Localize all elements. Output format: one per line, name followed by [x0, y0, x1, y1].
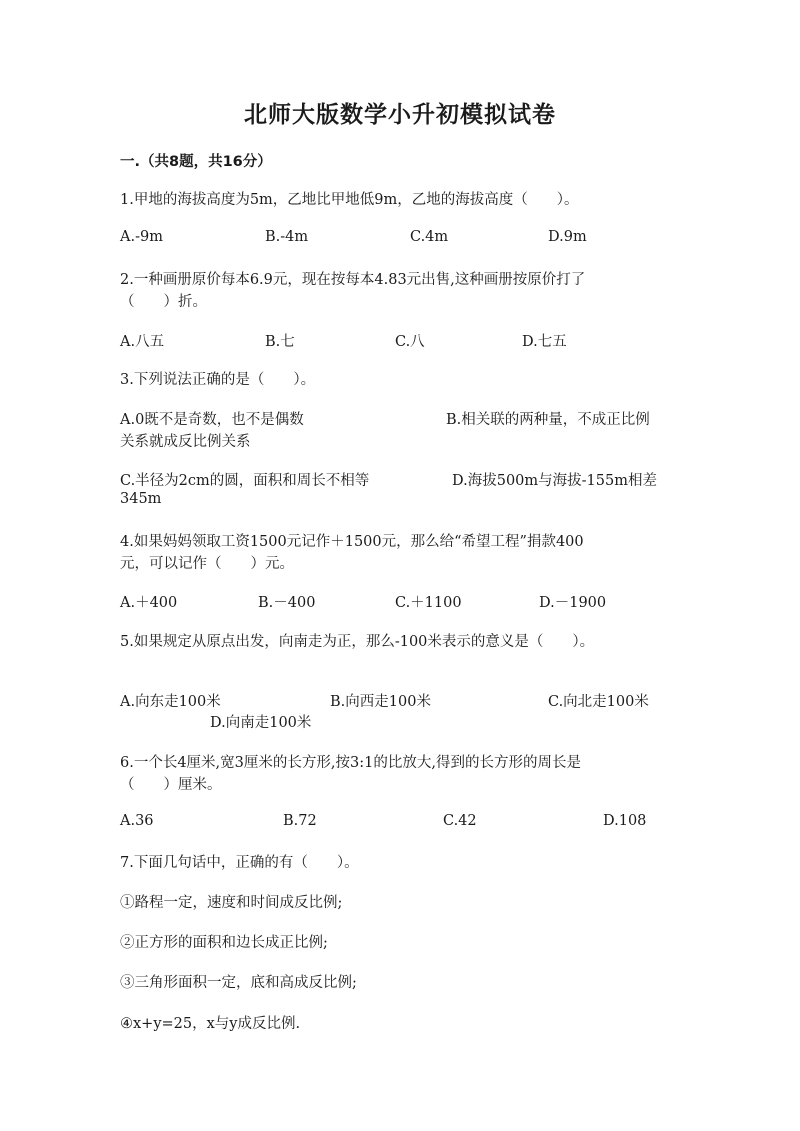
section-heading: 一.（共8题，共16分）	[120, 154, 272, 170]
question-3-option-c: C.半径为2cm的圆，面积和周长不相等	[120, 473, 370, 489]
question-3-option-a: A.0既不是奇数，也不是偶数	[120, 412, 304, 428]
question-6-stem-line2: （ ）厘米。	[120, 777, 222, 793]
question-2-option-b: B.七	[265, 334, 295, 350]
question-6-option-a: A.36	[120, 813, 154, 829]
question-3-option-d-line1: D.海拔500m与海拔-155m相差	[452, 473, 657, 489]
question-6-stem-line1: 6.一个长4厘米,宽3厘米的长方形,按3:1的比放大,得到的长方形的周长是	[120, 755, 581, 771]
question-1-option-d: D.9m	[548, 229, 587, 245]
question-4-stem-line2: 元，可以记作（ ）元。	[120, 556, 294, 572]
question-3-option-b-line1: B.相关联的两种量，不成正比例	[446, 412, 650, 428]
question-1-option-c: C.4m	[410, 229, 449, 245]
question-5-option-c: C.向北走100米	[548, 694, 649, 710]
question-7-statement-1: ①路程一定，速度和时间成反比例;	[120, 895, 343, 911]
question-4-stem-line1: 4.如果妈妈领取工资1500元记作＋1500元，那么给“希望工程”捐款400	[120, 534, 584, 550]
question-7-statement-4: ④x+y=25，x与y成反比例.	[120, 1016, 301, 1032]
question-2-stem-line2: （ ）折。	[120, 294, 207, 310]
question-1-option-b: B.-4m	[265, 229, 309, 245]
exam-title: 北师大版数学小升初模拟试卷	[244, 102, 556, 128]
question-4-option-b: B.－400	[258, 595, 316, 611]
question-7-statement-3: ③三角形面积一定，底和高成反比例;	[120, 975, 357, 991]
question-6-option-b: B.72	[283, 813, 317, 829]
question-5-option-a: A.向东走100米	[120, 694, 221, 710]
question-3-option-b-line2: 关系就成反比例关系	[120, 434, 251, 450]
question-2-option-d: D.七五	[522, 334, 567, 350]
question-4-option-c: C.＋1100	[395, 595, 462, 611]
question-1-stem: 1.甲地的海拔高度为5m，乙地比甲地低9m，乙地的海拔高度（ ）。	[120, 192, 579, 208]
question-6-option-c: C.42	[443, 813, 477, 829]
question-2-stem-line1: 2.一种画册原价每本6.9元，现在按每本4.83元出售,这种画册按原价打了	[120, 272, 586, 288]
question-4-option-a: A.＋400	[120, 595, 178, 611]
question-3-stem: 3.下列说法正确的是（ ）。	[120, 372, 316, 388]
question-7-stem: 7.下面几句话中，正确的有（ ）。	[120, 855, 359, 871]
question-5-stem: 5.如果规定从原点出发，向南走为正，那么-100米表示的意义是（ ）。	[120, 634, 595, 650]
question-3-option-d-line2: 345m	[120, 491, 162, 507]
question-7-statement-2: ②正方形的面积和边长成正比例;	[120, 935, 328, 951]
question-2-option-c: C.八	[395, 334, 425, 350]
question-5-option-b: B.向西走100米	[330, 694, 431, 710]
question-6-option-d: D.108	[603, 813, 647, 829]
question-1-option-a: A.-9m	[120, 229, 163, 245]
question-2-option-a: A.八五	[120, 334, 165, 350]
question-5-option-d: D.向南走100米	[210, 715, 312, 731]
question-4-option-d: D.－1900	[539, 595, 607, 611]
